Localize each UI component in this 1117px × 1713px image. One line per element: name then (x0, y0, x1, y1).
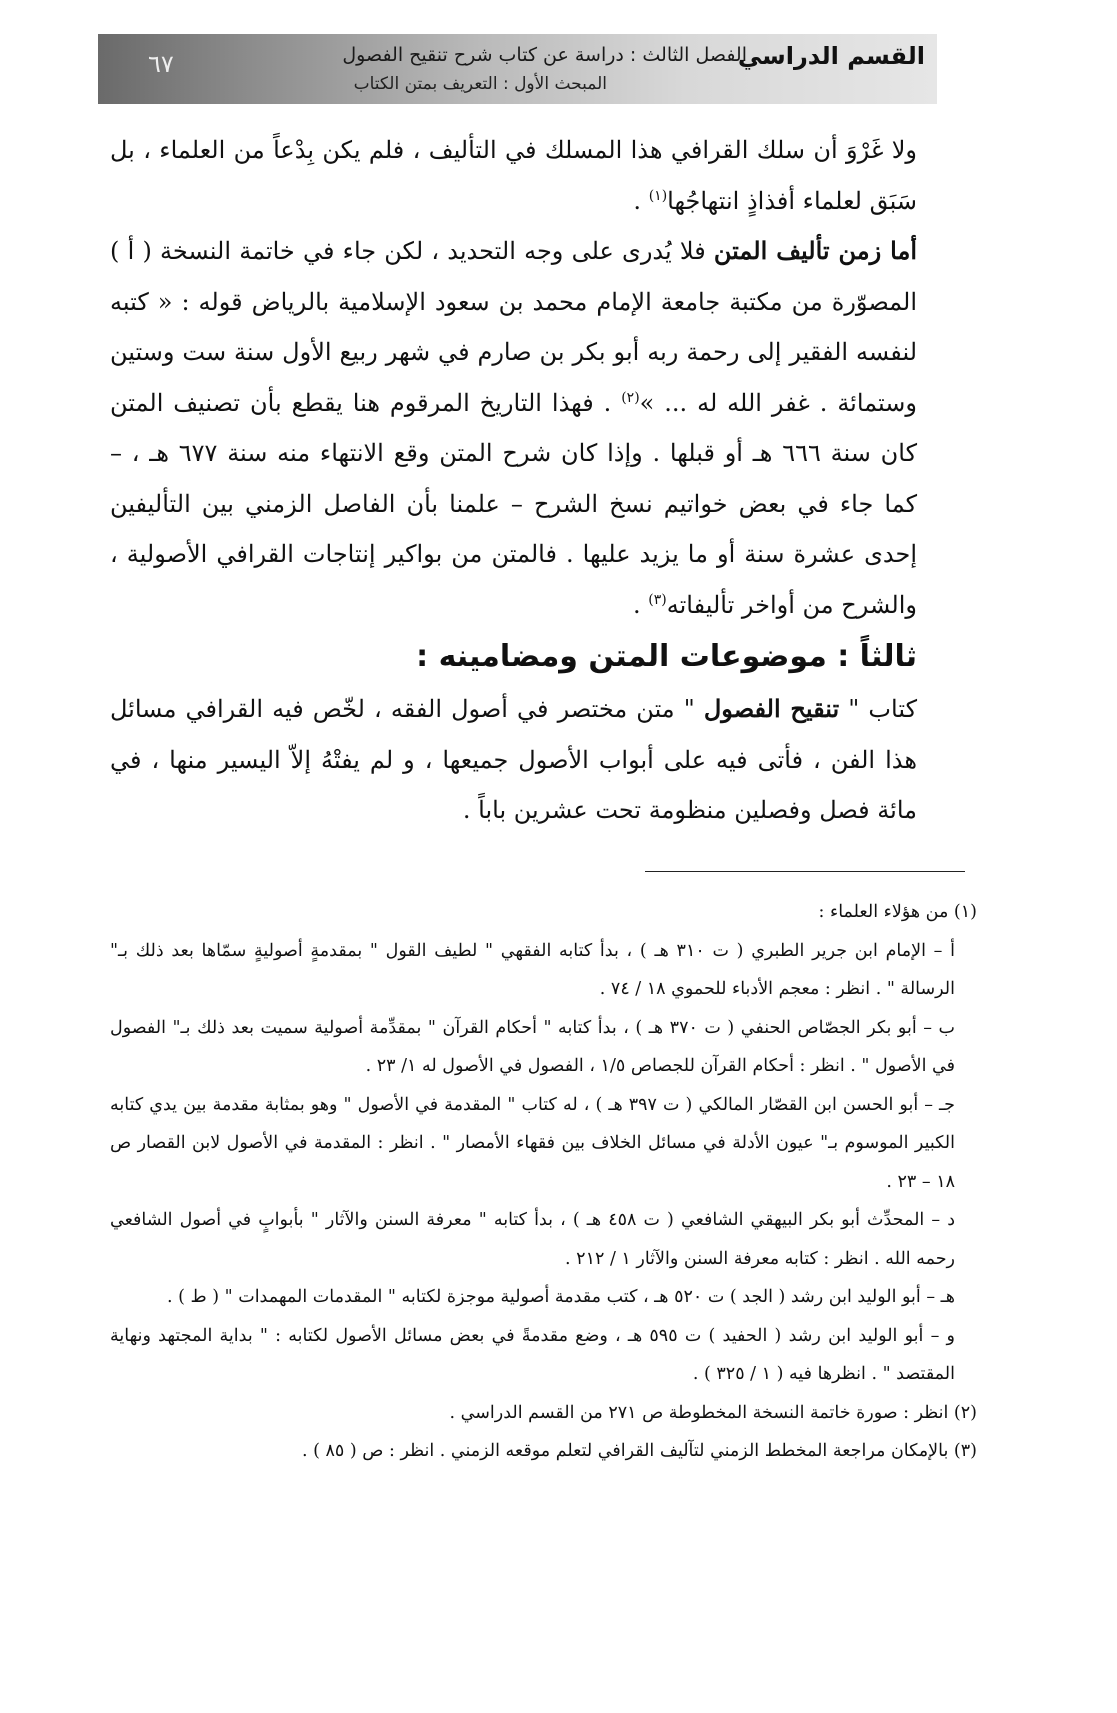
footnote-2: (٢) انظر : صورة خاتمة النسخة المخطوطة ص ٢٧١ من القسم الدراسي . (449, 1402, 977, 1423)
footnote-3: (٣) بالإمكان مراجعة المخطط الزمني لتآليف القرافي لتعلم موقعه الزمني . انظر : ص ( ٨٥ ) . (301, 1441, 977, 1461)
footnote-ref-2: (٢) (621, 389, 640, 406)
footnote-ref-3: (٣) (648, 591, 667, 608)
paragraph-2-text-b: . فهذا التاريخ المرقوم هنا يقطع بأن تصنيف المتن كان سنة ٦٦٦ هـ أو قبلها . وإذا كان شرح المتن وقع الانتهاء منه سنة ٦٧٧ هـ ، – كما جاء في بعض خواتيم نسخ الشرح – علمنا بأن الفاصل الزمني بين التأليفين إحدى عشرة سنة أو ما يزيد عليها . فالمتن من بواكير إنتاجات القرافي الأصولية ، والشرح من أواخر تأليفاته (110, 388, 917, 619)
paragraph-2-text-a: فلا يُدرى على وجه التحديد ، لكن جاء في خاتمة النسخة ( أ ) المصوّرة من مكتبة جامعة الإمام محمد بن سعود الإسلامية بالرياض قوله : « كتبه لنفسه الفقير إلى رحمة ربه أبو بكر بن صارم في شهر ربيع الأول سنة ست وستين وستمائة . غفر الله له ... » (110, 237, 918, 417)
footnote-1-item-e: هـ – أبو الوليد ابن رشد ( الجد ) ت ٥٢٠ هـ ، كتب مقدمة أصولية موجزة لكتابه " المقدمات المهمدات " ( ط ) . (166, 1287, 955, 1307)
section-heading: ثالثاً : موضوعات المتن ومضامينه : (416, 639, 917, 674)
footnote-divider (645, 871, 965, 872)
footnote-1-intro: (١) من هؤلاء العلماء : (818, 902, 977, 922)
paragraph-2-end: . (632, 590, 649, 619)
paragraph-3-text-a: كتاب " (839, 695, 918, 723)
main-text (110, 125, 917, 836)
paragraph-1-text: ولا غَرْوَ أن سلك القرافي هذا المسلك في التأليف ، فلم يكن بِدْعاً من العلماء ، بل سَبَق لعلماء أفذاذٍ انتهاجُها (110, 136, 917, 215)
paragraph-1-end: . (633, 186, 649, 215)
paragraph-3 (110, 684, 917, 836)
footnotes (110, 893, 977, 1471)
footnote-ref-1: (١) (648, 187, 668, 204)
paragraph-2 (110, 226, 917, 630)
paragraph-3-text-b: " متن مختصر في أصول الفقه ، لخّص فيه القرافي مسائل هذا الفن ، فأتى فيه على أبواب الأصول جميعها ، و لم يفتْهُ إلاّ اليسير منها ، في مائة فصل وفصلين منظومة تحت عشرين باباً . (110, 695, 917, 824)
paragraph-1 (110, 125, 917, 226)
chapter-title: الفصل الثالث : دراسة عن كتاب شرح تنقيح الفصول (342, 44, 747, 66)
subsection-title: المبحث الأول : التعريف بمتن الكتاب (353, 74, 607, 94)
footnote-1-item-b: ب – أبو بكر الجصّاص الحنفي ( ت ٣٧٠ هـ ) ، بدأ كتابه " أحكام القرآن " بمقدِّمة أصولية سميت بعد ذلك بـ" الفصول في الأصول " . انظر : أحكام القرآن للجصاص ١/٥ ، الفصول في الأصول له ١/ ٢٣ . (110, 1017, 955, 1076)
paragraph-2-lead: أما زمن تأليف المتن (713, 236, 918, 265)
footnote-1-item-c: جـ – أبو الحسن ابن القصّار المالكي ( ت ٣٩٧ هـ ) ، له كتاب " المقدمة في الأصول " وهو بمثابة مقدمة بين يدي كتابه الكبير الموسوم بـ" عيون الأدلة في مسائل الخلاف بين فقهاء الأمصار " . انظر : المقدمة في الأصول لابن القصار ص ١٨ – ٢٣ . (110, 1094, 955, 1192)
footnote-1-item-f: و – أبو الوليد ابن رشد ( الحفيد ) ت ٥٩٥ هـ ، وضع مقدمةً في بعض مسائل الأصول لكتابه : " بداية المجتهد ونهاية المقتصد " . انظرها فيه ( ١ / ٣٢٥ ) . (110, 1325, 955, 1384)
section-title: القسم الدراسي (737, 42, 925, 70)
page-number: ٦٧ (148, 50, 174, 78)
footnote-1-item-a: أ – الإمام ابن جرير الطبري ( ت ٣١٠ هـ ) ، بدأ كتابه الفقهي " لطيف القول " بمقدمةٍ أصوليةٍ سمّاها بعد ذلك بـ" الرسالة " . انظر : معجم الأدباء للحموي ١٨ / ٧٤ . (110, 940, 955, 999)
footnote-1-item-d: د – المحدِّث أبو بكر البيهقي الشافعي ( ت ٤٥٨ هـ ) ، بدأ كتابه " معرفة السنن والآثار " بأبوابٍ في أصول الشافعي رحمه الله . انظر : كتابه معرفة السنن والآثار ١ / ٢١٢ . (110, 1210, 955, 1269)
book-title: تنقيح الفصول (703, 694, 840, 723)
running-header (98, 34, 937, 104)
